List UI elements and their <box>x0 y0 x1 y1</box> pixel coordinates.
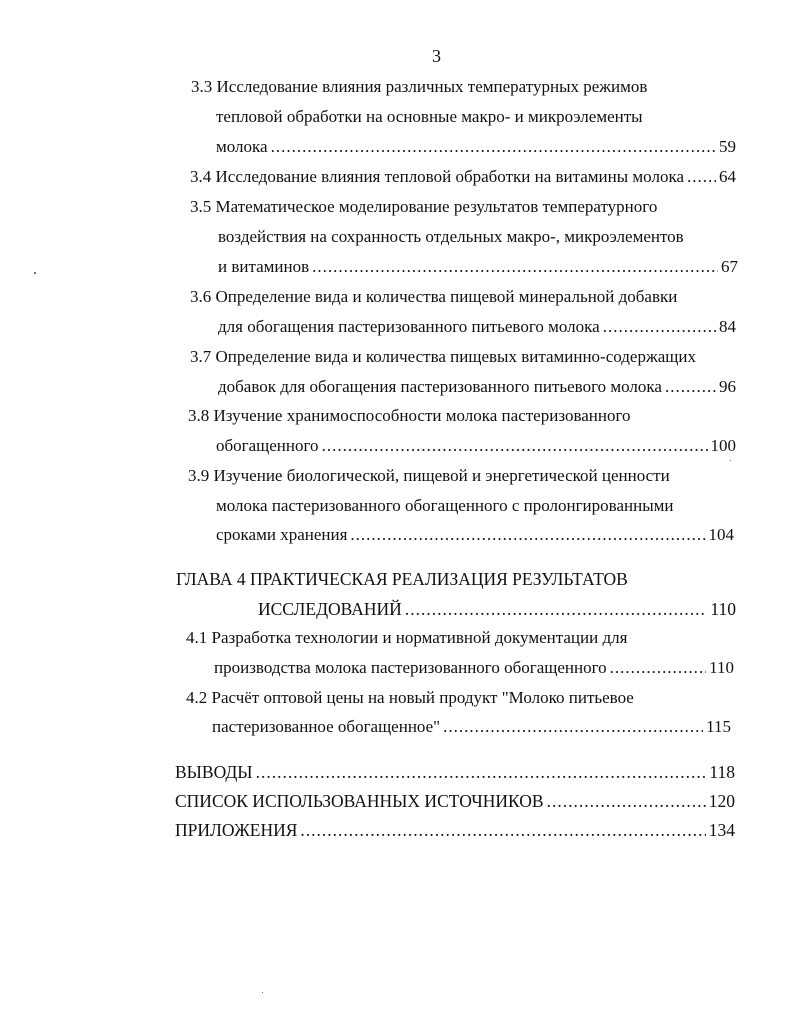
toc-3-3-line1: 3.3 Исследование влияния различных температурных режимов <box>191 77 648 96</box>
toc-3-8-line2: обогащенного <box>216 436 319 455</box>
toc-3-4-page: 64 <box>719 167 736 186</box>
toc-3-8-page: 100 <box>710 436 736 455</box>
toc-entry-3-8 <box>216 435 736 457</box>
leader-dots <box>300 819 705 841</box>
toc-3-3-line2: тепловой обработки на основные макро- и микроэлементы <box>216 107 643 126</box>
toc-3-9-page: 104 <box>708 525 734 544</box>
leader-dots <box>443 716 703 738</box>
toc-entry-3-5 <box>218 256 738 278</box>
toc-4-1-line2: производства молока пастеризованного обогащенного <box>214 658 607 677</box>
leader-dots <box>350 524 705 546</box>
leader-dots <box>665 376 716 398</box>
toc-entry-3-7 <box>218 376 736 398</box>
leader-dots <box>271 136 716 158</box>
scan-speck <box>730 460 731 461</box>
toc-entry-3-3 <box>216 136 736 158</box>
toc-entry-references <box>175 790 735 812</box>
toc-4-1-page: 110 <box>709 658 734 677</box>
toc-4-2-line1: 4.2 Расчёт оптовой цены на новый продукт "Молоко питьевое <box>186 688 634 707</box>
toc-chapter-4-line1: ГЛАВА 4 ПРАКТИЧЕСКАЯ РЕАЛИЗАЦИЯ РЕЗУЛЬТАТОВ <box>176 569 628 589</box>
toc-chapter-4-line2: ИССЛЕДОВАНИЙ <box>258 599 402 619</box>
toc-3-6-page: 84 <box>719 317 736 336</box>
toc-3-9-line3: сроками хранения <box>216 525 348 544</box>
toc-3-6-line2: для обогащения пастеризованного питьевого молока <box>218 317 600 336</box>
toc-3-5-line1: 3.5 Математическое моделирование результатов температурного <box>190 197 658 216</box>
toc-4-2-line2: пастеризованное обогащенное" <box>212 717 441 736</box>
toc-3-5-line2: воздействия на сохранность отдельных макро-, микроэлементов <box>218 227 684 246</box>
toc-3-8-line1: 3.8 Изучение хранимоспособности молока пастеризованного <box>188 406 631 425</box>
toc-entry-4-1 <box>214 657 734 679</box>
toc-3-5-page: 67 <box>721 257 738 276</box>
toc-entry-chapter-4 <box>258 598 736 620</box>
toc-4-1-line1: 4.1 Разработка технологии и нормативной документации для <box>186 628 628 647</box>
scan-speck <box>34 272 36 274</box>
toc-3-3-line3: молока <box>216 137 268 156</box>
toc-3-7-line1: 3.7 Определение вида и количества пищевых витаминно-содержащих <box>190 347 696 366</box>
toc-3-6-line1: 3.6 Определение вида и количества пищевой минеральной добавки <box>190 287 678 306</box>
toc-entry-4-2 <box>212 716 731 738</box>
toc-appendices-title: ПРИЛОЖЕНИЯ <box>175 820 298 840</box>
toc-3-4-line1: 3.4 Исследование влияния тепловой обработки на витамины молока <box>190 167 684 186</box>
toc-3-7-line2: добавок для обогащения пастеризованного питьевого молока <box>218 377 662 396</box>
toc-chapter-4-page: 110 <box>710 599 736 619</box>
toc-appendices-page: 134 <box>708 820 735 840</box>
leader-dots <box>687 166 716 188</box>
toc-3-9-line1: 3.9 Изучение биологической, пищевой и энергетической ценности <box>188 466 670 485</box>
scan-speck <box>262 992 263 993</box>
toc-3-9-line2: молока пастеризованного обогащенного с пролонгированными <box>216 496 674 515</box>
toc-4-2-page: 115 <box>706 717 731 736</box>
toc-conclusions-page: 118 <box>709 762 735 782</box>
toc-entry-appendices <box>175 819 735 841</box>
leader-dots <box>610 657 706 679</box>
toc-references-title: СПИСОК ИСПОЛЬЗОВАННЫХ ИСТОЧНИКОВ <box>175 791 544 811</box>
leader-dots <box>547 790 706 812</box>
page-number: 3 <box>432 46 441 66</box>
leader-dots <box>405 598 708 620</box>
toc-entry-conclusions <box>175 761 735 783</box>
toc-references-page: 120 <box>708 791 735 811</box>
toc-entry-3-4 <box>190 166 736 188</box>
toc-3-7-page: 96 <box>719 377 736 396</box>
leader-dots <box>312 256 718 278</box>
toc-entry-3-9 <box>216 524 734 546</box>
leader-dots <box>603 316 716 338</box>
toc-3-3-page: 59 <box>719 137 736 156</box>
leader-dots <box>256 761 707 783</box>
toc-conclusions-title: ВЫВОДЫ <box>175 762 253 782</box>
toc-entry-3-6 <box>218 316 736 338</box>
leader-dots <box>322 435 708 457</box>
toc-3-5-line3: и витаминов <box>218 257 310 276</box>
